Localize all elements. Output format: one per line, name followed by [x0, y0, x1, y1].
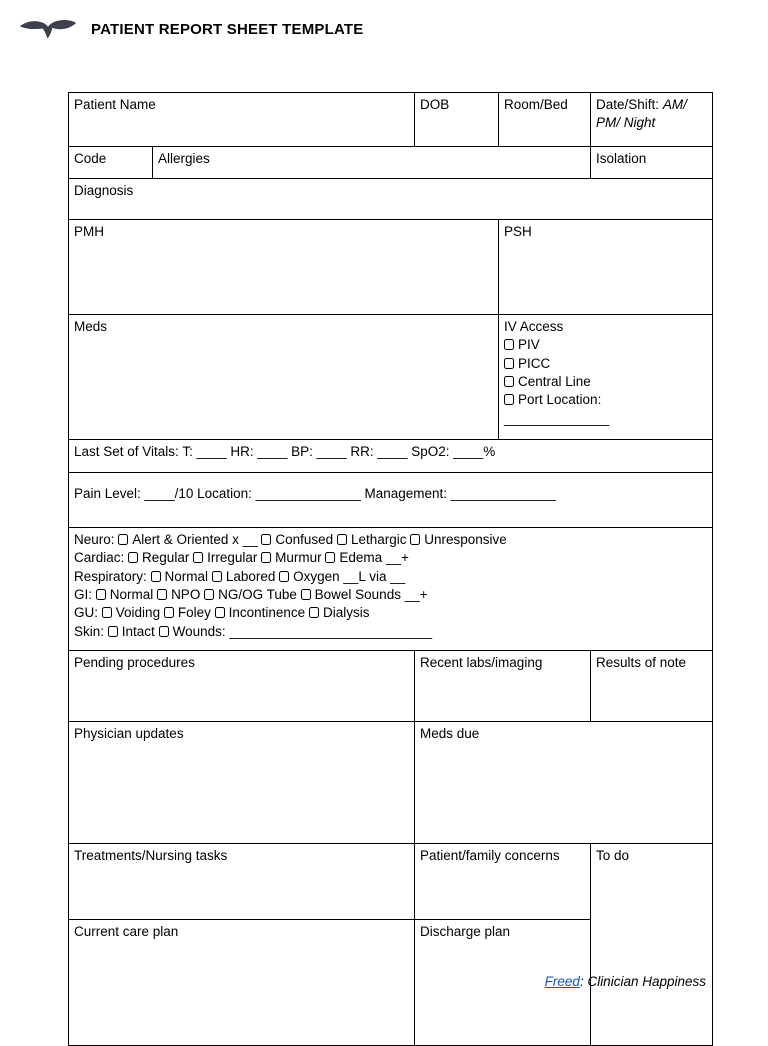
checkbox-icon: [261, 552, 271, 563]
checkbox-icon: [164, 607, 174, 618]
iv-access-item-label: Port Location:: [518, 392, 602, 408]
assessment-option-label: Alert & Oriented x __: [132, 532, 258, 547]
checkbox-icon: [151, 571, 161, 582]
checkbox-icon: [309, 607, 319, 618]
iv-access-item-label: PIV: [518, 337, 540, 353]
cell-discharge-plan: Discharge plan: [415, 920, 591, 1046]
assessment-lines: [74, 531, 707, 641]
checkbox-icon: [108, 626, 118, 637]
assessment-line: [74, 623, 707, 641]
assessment-option-label: NG/OG Tube: [218, 587, 297, 603]
cell-treatments: Treatments/Nursing tasks: [69, 844, 415, 920]
checkbox-icon: [102, 607, 112, 618]
cell-dob: DOB: [415, 93, 499, 147]
iv-access-item: [504, 355, 707, 373]
assessment-option-label: Wounds: ___________________________: [172, 623, 433, 639]
checkbox-icon: [96, 589, 106, 600]
assessment-line: [74, 586, 707, 604]
cell-results-of-note: Results of note: [591, 651, 713, 722]
cell-patient-name: Patient Name: [69, 93, 415, 147]
page-header: [18, 16, 363, 42]
cell-meds-due: Meds due: [415, 722, 713, 844]
assessment-option-label: Oxygen __L via __: [293, 568, 406, 584]
assessment-option-label: Lethargic: [350, 532, 407, 547]
checkbox-icon: [212, 571, 222, 582]
assessment-option-label: Dialysis: [322, 605, 370, 621]
iv-access-blank-line: ______________: [504, 410, 610, 426]
assessment-option-label: Confused: [275, 532, 334, 547]
cell-psh: PSH: [499, 220, 713, 315]
assessment-line-label: GI:: [74, 587, 93, 603]
checkbox-icon: [118, 534, 128, 545]
assessment-line: [74, 549, 707, 567]
assessment-option-label: Unresponsive: [424, 532, 507, 547]
assessment-option-label: NPO: [171, 587, 201, 603]
date-shift-options: AM/ PM/ Night: [596, 97, 687, 131]
cell-meds: Meds: [69, 315, 499, 440]
iv-access-item: [504, 391, 707, 409]
checkbox-icon: [215, 607, 225, 618]
assessment-line: [74, 568, 707, 586]
cell-vitals: Last Set of Vitals: T: ____ HR: ____ BP: ____ RR: ____ SpO2: ____%: [69, 440, 713, 473]
cell-physician-updates: Physician updates: [69, 722, 415, 844]
assessment-option-label: Incontinence: [228, 605, 306, 621]
assessment-option-label: Voiding: [115, 605, 161, 621]
cell-isolation: Isolation: [591, 147, 713, 179]
checkbox-icon: [157, 589, 167, 600]
footer-tagline: : Clinician Happiness: [579, 974, 706, 989]
assessment-option-label: Murmur: [275, 550, 322, 566]
iv-access-item-label: Central Line: [518, 374, 591, 390]
cell-patient-family-concerns: Patient/family concerns: [415, 844, 591, 920]
cell-assessment: [69, 528, 713, 651]
checkbox-icon: [279, 571, 289, 582]
assessment-line: [74, 531, 707, 549]
freed-bird-logo: [18, 16, 78, 42]
checkbox-icon: [504, 394, 514, 405]
cell-to-do: To do: [591, 844, 713, 1046]
checkbox-icon: [325, 552, 335, 563]
assessment-option-label: Normal: [164, 568, 209, 584]
iv-access-item: [504, 373, 707, 391]
assessment-option-label: Normal: [109, 587, 154, 603]
footer: [545, 974, 706, 989]
report-sheet-table: [68, 92, 713, 1046]
assessment-option-label: Bowel Sounds __+: [314, 587, 428, 603]
checkbox-icon: [301, 589, 311, 600]
checkbox-icon: [204, 589, 214, 600]
cell-diagnosis: Diagnosis: [69, 179, 713, 220]
page-title: PATIENT REPORT SHEET TEMPLATE: [91, 20, 364, 38]
iv-access-item: [504, 336, 707, 354]
checkbox-icon: [504, 376, 514, 387]
cell-pmh: PMH: [69, 220, 499, 315]
cell-pending-procedures: Pending procedures: [69, 651, 415, 722]
cell-pain-level: Pain Level: ____/10 Location: ______________ Management: ______________: [69, 473, 713, 528]
cell-date-shift: [591, 93, 713, 147]
checkbox-icon: [159, 626, 169, 637]
assessment-option-label: Foley: [177, 605, 211, 621]
checkbox-icon: [504, 339, 514, 350]
assessment-line-label: Cardiac:: [74, 550, 125, 566]
iv-access-item-label: PICC: [518, 355, 551, 371]
assessment-line-label: Skin:: [74, 623, 105, 639]
assessment-line-label: Neuro:: [74, 532, 115, 547]
assessment-line: [74, 604, 707, 622]
cell-room-bed: Room/Bed: [499, 93, 591, 147]
checkbox-icon: [193, 552, 203, 563]
cell-current-care-plan: Current care plan: [69, 920, 415, 1046]
assessment-option-label: Edema __+: [339, 550, 409, 566]
cell-recent-labs: Recent labs/imaging: [415, 651, 591, 722]
cell-allergies: Allergies: [153, 147, 591, 179]
assessment-line-label: Respiratory:: [74, 568, 147, 584]
assessment-option-label: Irregular: [207, 550, 258, 566]
assessment-option-label: Intact: [121, 623, 155, 639]
cell-code: Code: [69, 147, 153, 179]
assessment-line-label: GU:: [74, 605, 99, 621]
assessment-option-label: Labored: [225, 568, 276, 584]
checkbox-icon: [504, 358, 514, 369]
iv-access-items: [504, 336, 707, 409]
assessment-option-label: Regular: [142, 550, 190, 566]
checkbox-icon: [128, 552, 138, 563]
checkbox-icon: [410, 534, 420, 545]
checkbox-icon: [261, 534, 271, 545]
cell-iv-access: [499, 315, 713, 440]
date-shift-label: Date/Shift:: [596, 97, 663, 112]
iv-access-title: IV Access: [504, 319, 564, 334]
freed-link[interactable]: Freed: [544, 974, 580, 989]
checkbox-icon: [337, 534, 347, 545]
